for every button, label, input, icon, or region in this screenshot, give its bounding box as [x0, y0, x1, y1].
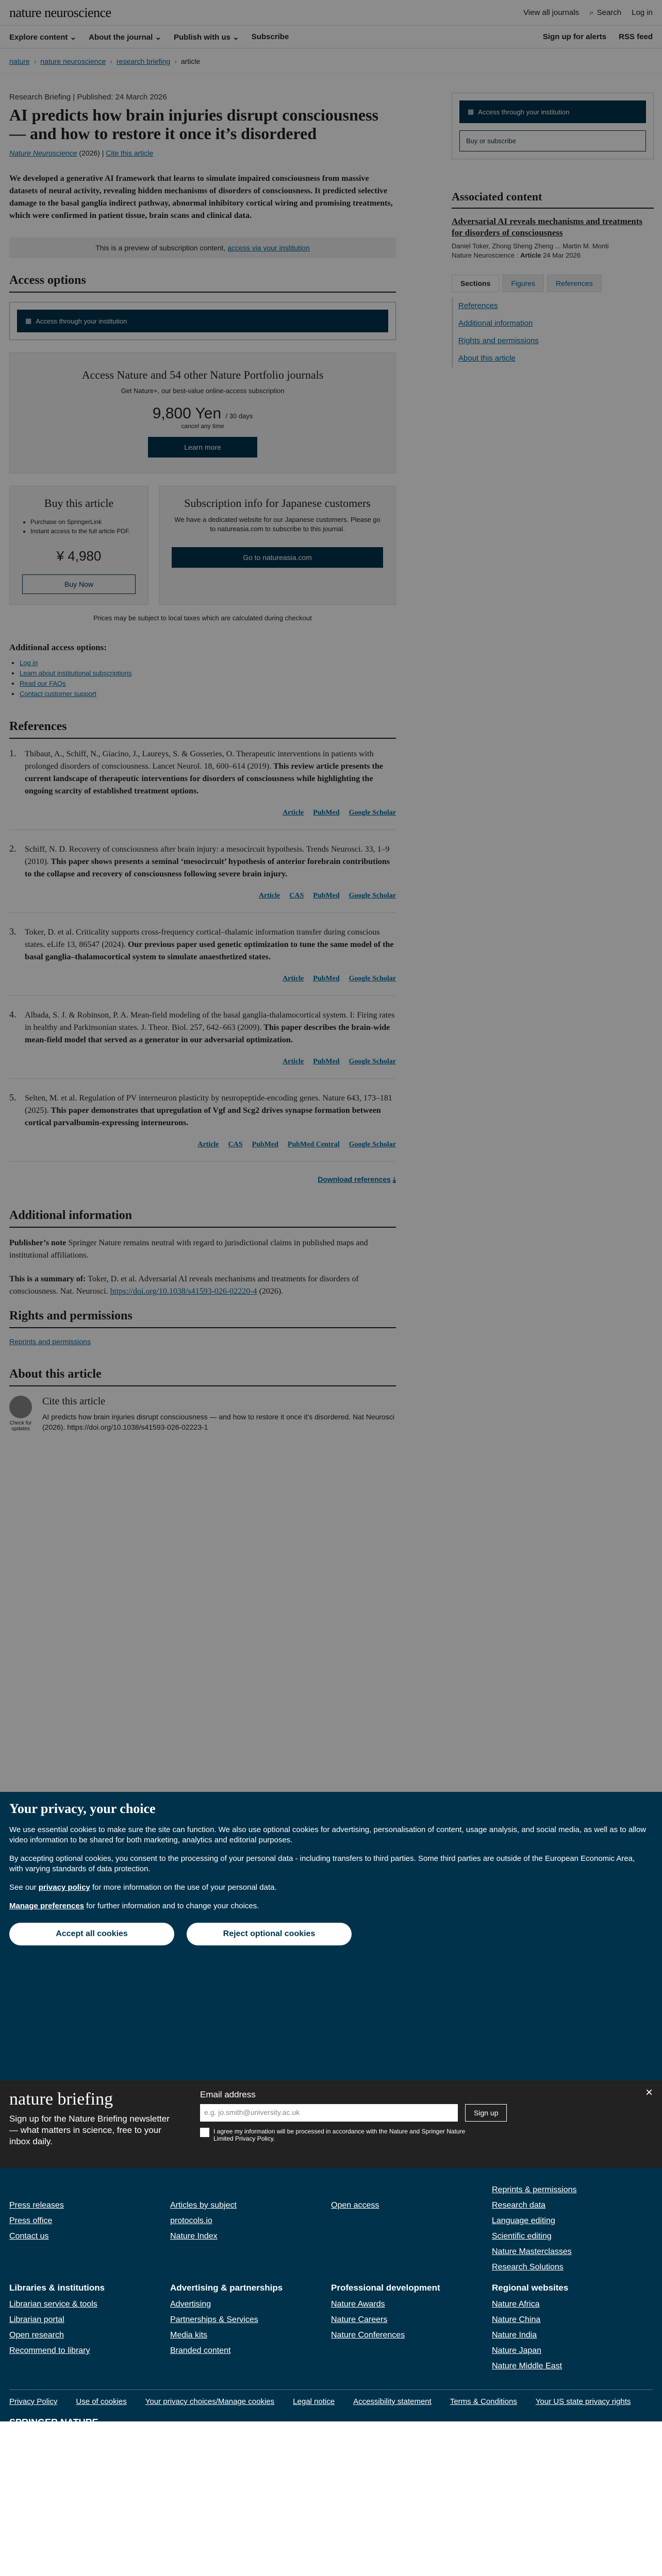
- reference-citation: Schiff, N. D. Recovery of consciousness after brain injury: a mesocircuit hypothesis. Trends Neurosci. 33, 1–9 (2010).: [25, 845, 390, 866]
- search-label: Search: [597, 8, 622, 17]
- reference-link[interactable]: Google Scholar: [349, 975, 396, 982]
- reference-link[interactable]: PubMed: [313, 975, 340, 982]
- references-heading: References: [9, 720, 396, 739]
- table-of-contents: [452, 297, 654, 367]
- download-references-link[interactable]: Download references: [318, 1175, 391, 1183]
- institution-icon: ▦: [468, 108, 474, 115]
- footer-link[interactable]: Recommend to library: [9, 2346, 90, 2355]
- chevron-right-icon: ›: [34, 57, 37, 65]
- divider: [9, 829, 396, 830]
- signup-button[interactable]: Sign up: [465, 2104, 507, 2122]
- tax-note: Prices may be subject to local taxes which are calculated during checkout: [93, 614, 312, 622]
- footer-legal-link[interactable]: Your US state privacy rights: [535, 2397, 631, 2406]
- footer-link[interactable]: Press office: [9, 2216, 53, 2225]
- reject-cookies-button[interactable]: Reject optional cookies: [187, 1923, 352, 1945]
- newsletter-banner: [0, 2080, 662, 2168]
- footer-link[interactable]: Open access: [331, 2201, 379, 2210]
- associated-date: 24 Mar 2026: [543, 251, 581, 259]
- tab-sections[interactable]: Sections: [452, 275, 499, 292]
- site-footer: [0, 2168, 662, 2436]
- japan-text: We have a dedicated website for our Japanese customers. Please go to natureasia.com to subscribe to this journal.: [174, 516, 380, 533]
- reference-link[interactable]: PubMed: [313, 809, 340, 817]
- reference-citation: Thibaut, A., Schiff, N., Giacino, J., Laureys, S. & Gosseries, O. Therapeutic interventions in patients with prolonged disorders of consciousness. Lancet Neurol. 18, 600–614 (2019).: [25, 750, 374, 771]
- footer-legal: [9, 2389, 653, 2406]
- toc-item[interactable]: Additional information: [458, 319, 533, 328]
- tab-references[interactable]: References: [547, 275, 602, 292]
- reference-link[interactable]: PubMed: [313, 892, 340, 900]
- associated-article-link[interactable]: Adversarial AI reveals mechanisms and treatments for disorders of consciousness: [452, 216, 643, 238]
- cookie-text: Manage preferences for further information and to change your choices.: [9, 1902, 259, 1910]
- footer-legal-link[interactable]: Privacy Policy: [9, 2397, 58, 2406]
- reference-link[interactable]: CAS: [228, 1141, 243, 1148]
- reference-item: [9, 926, 396, 996]
- explore-menu[interactable]: [9, 32, 76, 42]
- explore-label: Explore content: [9, 32, 68, 42]
- toc-item[interactable]: References: [458, 301, 498, 310]
- additional-access-heading: Additional access options:: [9, 642, 107, 652]
- footer-heading: Advertising & partnerships: [170, 2283, 283, 2293]
- tab-figures[interactable]: Figures: [502, 275, 544, 292]
- about-label: About the journal: [89, 32, 153, 42]
- reference-number: 4.: [9, 1009, 16, 1020]
- chevron-right-icon: ›: [110, 57, 112, 65]
- reference-link[interactable]: PubMed: [313, 1058, 340, 1065]
- preview-notice: [9, 238, 396, 258]
- footer-link[interactable]: Research Solutions: [492, 2263, 564, 2272]
- buy-or-subscribe-button[interactable]: Buy or subscribe: [459, 130, 646, 151]
- cite-text: AI predicts how brain injuries disrupt consciousness — and how to restore it once it’s disordered. Nat Neurosci (2026). https://doi.org/10.1038/s41593-026-02223-1: [42, 1413, 394, 1431]
- briefing-text: Sign up for the Nature Briefing newsletter — what matters in science, free to your inbox daily.: [9, 2114, 170, 2146]
- footer-link[interactable]: Nature Index: [170, 2232, 218, 2241]
- learn-more-button[interactable]: Learn more: [148, 437, 257, 457]
- main-nav: [0, 26, 662, 48]
- cookie-heading: Your privacy, your choice: [9, 1801, 156, 1816]
- summary-of: This is a summary of: Toker, D. et al. Adversarial AI reveals mechanisms and treatments for disorders of consciousness. Nat. Neurosci. https://doi.org/10.1038/s41593-026-02220-4 (2026).: [9, 1275, 359, 1296]
- reference-note: This review article presents the current landscape of therapeutic interventions for disorders of consciousness while highlighting the ongoing scarcity of established treatment options.: [25, 762, 383, 795]
- footer-link[interactable]: Nature Africa: [492, 2300, 540, 2309]
- email-field[interactable]: e.g. jo.smith@university.ac.uk: [200, 2104, 458, 2122]
- reference-item: [9, 1092, 396, 1162]
- reference-number: 2.: [9, 843, 16, 854]
- footer-legal-link[interactable]: Terms & Conditions: [450, 2397, 517, 2406]
- briefing-logo: nature briefing: [9, 2090, 113, 2109]
- associated-journal: Nature Neuroscience: [452, 251, 515, 259]
- associated-content-heading: Associated content: [452, 190, 654, 209]
- reference-citation: Albada, S. J. & Robinson, P. A. Mean-field modeling of the basal ganglia-thalamocortical system. I: Firing rates in healthy and Parkinsonian states. J. Theor. Biol. 257, 642–663 (2009).: [25, 1011, 395, 1032]
- reference-item: [9, 748, 396, 830]
- faqs-link[interactable]: Read our FAQs: [20, 680, 66, 687]
- reference-link[interactable]: CAS: [289, 892, 304, 900]
- footer-link[interactable]: Librarian service & tools: [9, 2300, 97, 2309]
- publish-label: Publish with us: [174, 32, 231, 42]
- subscription-box: [9, 352, 396, 473]
- footer-link[interactable]: Research data: [492, 2201, 546, 2210]
- japan-title: Subscription info for Japanese customers: [184, 497, 371, 510]
- section-tabs: [452, 275, 654, 292]
- footer-link[interactable]: Partnerships & Services: [170, 2315, 258, 2324]
- footer-link[interactable]: Contact us: [9, 2232, 49, 2241]
- journal-link[interactable]: Nature Neuroscience: [9, 149, 77, 157]
- breadcrumb: [0, 48, 662, 74]
- sidebar-institution-button[interactable]: [459, 100, 646, 123]
- cancel-note: cancel any time: [181, 422, 224, 430]
- manage-preferences-link[interactable]: Manage preferences: [9, 1902, 85, 1910]
- buy-article-box: [9, 486, 148, 605]
- institution-icon: ▦: [25, 317, 32, 325]
- reference-link[interactable]: Google Scholar: [349, 892, 396, 900]
- rights-heading: Rights and permissions: [9, 1309, 396, 1328]
- article-price: ¥ 4,980: [56, 548, 102, 564]
- reference-note: This paper describes the brain-wide mean-field model that served as a generator in our adversarial optimization.: [25, 1023, 390, 1044]
- reference-links: [25, 1139, 396, 1151]
- email-label: Email address: [200, 2090, 256, 2099]
- price-period: / 30 days: [225, 412, 253, 420]
- footer-heading: Professional development: [331, 2283, 440, 2293]
- springer-nature-logo[interactable]: SPRINGER NATURE: [9, 2417, 98, 2428]
- footer-link[interactable]: Open research: [9, 2331, 64, 2340]
- page-title: AI predicts how brain injuries disrupt consciousness — and how to restore it once it’s disordered: [9, 106, 378, 143]
- consent-row: [200, 2128, 468, 2142]
- subscription-subtitle: Get Nature+, our best-value online-access subscription: [121, 387, 285, 395]
- footer-link[interactable]: Nature Careers: [331, 2315, 388, 2324]
- reference-note: This paper demonstrates that upregulation of Vgf and Scg2 drives synapse formation between cortical parvalbumin-expressing interneurons.: [25, 1106, 381, 1127]
- cookie-banner: [0, 1792, 662, 2080]
- rss-link[interactable]: RSS feed: [619, 32, 653, 41]
- search-icon: ⌕: [589, 8, 594, 17]
- top-bar: [0, 0, 662, 26]
- footer-link[interactable]: Language editing: [492, 2216, 555, 2225]
- reference-links: [25, 1056, 396, 1068]
- citation-line: Nature Neuroscience (2026) | Cite this article: [9, 149, 154, 157]
- subscription-title: Access Nature and 54 other Nature Portfolio journals: [81, 368, 324, 381]
- footer-link[interactable]: Press releases: [9, 2201, 64, 2210]
- natureasia-button[interactable]: Go to natureasia.com: [172, 547, 383, 568]
- reference-link[interactable]: Article: [259, 892, 280, 900]
- cite-article-link[interactable]: Cite this article: [106, 149, 154, 157]
- reference-item: [9, 843, 396, 913]
- footer-link[interactable]: Librarian portal: [9, 2315, 64, 2324]
- consent-text: I agree my information will be processed in accordance with the Nature and Springer Nature Limited Privacy Policy.: [213, 2128, 466, 2142]
- breadcrumb-item[interactable]: research briefing: [116, 57, 171, 65]
- reference-link[interactable]: Article: [283, 809, 304, 817]
- journal-logo[interactable]: nature neuroscience: [9, 5, 111, 20]
- reference-link[interactable]: Google Scholar: [349, 809, 396, 817]
- footer-legal-link[interactable]: Use of cookies: [76, 2397, 127, 2406]
- chevron-right-icon: ›: [174, 57, 177, 65]
- subscribe-link[interactable]: Subscribe: [251, 32, 289, 41]
- reference-links: [25, 807, 396, 819]
- login-link[interactable]: Log in: [20, 659, 38, 667]
- reference-link[interactable]: Article: [283, 975, 304, 982]
- download-icon: ⤓: [392, 1175, 396, 1183]
- footer-legal-link[interactable]: Your privacy choices/Manage cookies: [145, 2397, 275, 2406]
- article-type: Research Briefing | Published: 24 March 2026: [9, 93, 167, 101]
- sidebar-access-box: [452, 93, 654, 159]
- footer-link[interactable]: Scientific editing: [492, 2232, 552, 2241]
- breadcrumb-item[interactable]: nature: [9, 57, 30, 65]
- cookie-text: By accepting optional cookies, you consent to the processing of your personal data - including transfers to third parties. Some third parties are outside of the European Economic Area, with varying standards of data protection.: [9, 1854, 635, 1873]
- subscription-price: 9,800 Yen / 30 days: [152, 405, 253, 422]
- cookie-text: We use essential cookies to make sure the site can function. We also use optional cookies for advertising, personalisation of content, usage analysis, and social media, as well as to allow video information to be shared for both marketing, analytics and editorial purposes.: [9, 1825, 647, 1844]
- footer-heading: Libraries & institutions: [9, 2283, 105, 2293]
- article-year: (2026): [79, 149, 100, 157]
- footer-link[interactable]: Articles by subject: [170, 2201, 237, 2210]
- footer-link[interactable]: Branded content: [170, 2346, 231, 2355]
- doi-link[interactable]: https://doi.org/10.1038/s41593-026-02220-4: [110, 1287, 257, 1296]
- about-menu[interactable]: [89, 32, 161, 42]
- footer-link[interactable]: Media kits: [170, 2331, 208, 2340]
- reference-link[interactable]: PubMed: [252, 1141, 278, 1148]
- article-main: [9, 93, 396, 1432]
- cookie-text: See our privacy policy for more information on the use of your personal data.: [9, 1883, 277, 1892]
- breadcrumb-current: article: [180, 57, 201, 65]
- footer-legal-link[interactable]: Accessibility statement: [353, 2397, 432, 2406]
- divider: [9, 995, 396, 996]
- footer-link[interactable]: Nature Masterclasses: [492, 2247, 572, 2256]
- footer-legal-link[interactable]: Legal notice: [293, 2397, 335, 2406]
- reference-number: 5.: [9, 1092, 16, 1103]
- institution-access-label: Access through your institution: [36, 317, 127, 325]
- additional-info-heading: Additional information: [9, 1209, 396, 1228]
- divider: [9, 1078, 396, 1079]
- reference-item: [9, 1009, 396, 1079]
- reference-number: 3.: [9, 926, 16, 937]
- footer-link[interactable]: Nature India: [492, 2331, 537, 2340]
- alerts-link[interactable]: Sign up for alerts: [542, 32, 607, 41]
- preview-text: This is a preview of subscription content,: [95, 244, 226, 252]
- reference-citation: Toker, D. et al. Criticality supports cross-frequency cortical–thalamic information transfer during conscious states. eLife 13, 86547 (2024).: [25, 928, 380, 949]
- reference-list: [9, 748, 396, 1162]
- breadcrumb-item[interactable]: nature neuroscience: [40, 57, 106, 65]
- divider: [9, 1161, 396, 1162]
- chevron-down-icon: ⌄: [70, 32, 77, 42]
- buy-now-button[interactable]: Buy Now: [22, 574, 136, 594]
- publisher-note: Publisher’s note Springer Nature remains neutral with regard to jurisdictional claims in published maps and institutional affiliations.: [9, 1239, 368, 1260]
- chevron-down-icon: ⌄: [233, 32, 239, 42]
- accept-cookies-button[interactable]: Accept all cookies: [9, 1923, 174, 1945]
- reference-number: 1.: [9, 748, 16, 758]
- reference-note: This paper shows presents a seminal ‘mesocircuit’ hypothesis of anterior forebrain contributions to the collapse and recovery of consciousness following severe brain injury.: [25, 857, 390, 878]
- reference-note: Our previous paper used genetic optimization to tune the same model of the basal ganglia–thalamocortical system to simulate anaesthetized states.: [25, 940, 394, 961]
- reprints-link[interactable]: Reprints and permissions: [9, 1337, 91, 1346]
- privacy-policy-link[interactable]: privacy policy: [38, 1883, 90, 1892]
- footer-link[interactable]: Reprints & permissions: [492, 2185, 577, 2194]
- institutional-subscriptions-link[interactable]: Learn about institutional subscriptions: [20, 669, 132, 677]
- footer-link[interactable]: Nature Awards: [331, 2300, 385, 2309]
- reference-link[interactable]: Google Scholar: [349, 1058, 396, 1065]
- chevron-down-icon: ⌄: [155, 32, 162, 42]
- divider: [9, 912, 396, 913]
- buy-feature: • Purchase on SpringerLink: [30, 517, 136, 527]
- login-link[interactable]: Log in: [632, 8, 653, 17]
- footer-link[interactable]: protocols.io: [170, 2216, 212, 2225]
- reference-links: [25, 973, 396, 985]
- footer-link[interactable]: Advertising: [170, 2300, 211, 2309]
- reference-link[interactable]: PubMed Central: [287, 1141, 340, 1148]
- publish-menu[interactable]: [174, 32, 239, 42]
- customer-support-link[interactable]: Contact customer support: [20, 690, 96, 698]
- close-icon[interactable]: ×: [645, 2086, 653, 2099]
- consent-checkbox[interactable]: [200, 2128, 209, 2137]
- institution-access-box: [9, 302, 396, 340]
- cite-heading: Cite this article: [42, 1396, 106, 1407]
- toc-item[interactable]: Rights and permissions: [458, 336, 539, 345]
- toc-item[interactable]: About this article: [458, 354, 516, 363]
- reference-citation: Selten, M. et al. Regulation of PV interneuron plasticity by neuropeptide-encoding genes. Nature 643, 173–181 (2025).: [25, 1094, 392, 1115]
- institution-access-button[interactable]: [17, 310, 388, 332]
- associated-type: Article: [520, 251, 541, 259]
- page-blank-area: [0, 2421, 662, 2576]
- reference-link[interactable]: Article: [283, 1058, 304, 1065]
- buy-article-title: Buy this article: [44, 497, 114, 510]
- sidebar: [452, 93, 654, 367]
- abstract: We developed a generative AI framework that learns to simulate impaired consciousness from massive datasets of neural activity, revealing hidden mechanisms of disorders of consciousness. It predicted selective damage to the basal ganglia indirect pathway, abnormal inhibitory cortical wiring and promising treatments, which were confirmed in patient tissue, brain scans and clinical data.: [9, 174, 393, 220]
- check-updates-icon: [9, 1396, 32, 1418]
- copyright: © 2026 Springer Nature Limited: [9, 2428, 111, 2436]
- check-updates-badge[interactable]: Check for updates: [9, 1396, 32, 1432]
- footer-link[interactable]: Nature Japan: [492, 2346, 542, 2355]
- institution-access-link[interactable]: access via your institution: [227, 244, 310, 252]
- footer-heading: Regional websites: [492, 2283, 569, 2293]
- buy-feature: • Instant access to the full article PDF.: [30, 527, 136, 536]
- reference-link[interactable]: Google Scholar: [349, 1141, 396, 1148]
- footer-link[interactable]: Nature China: [492, 2315, 541, 2324]
- view-all-journals-link[interactable]: View all journals: [523, 8, 580, 17]
- about-article: [9, 1396, 396, 1432]
- footer-link[interactable]: Nature Conferences: [331, 2331, 405, 2340]
- sidebar-institution-label: Access through your institution: [478, 108, 570, 116]
- associated-article-meta: Daniel Toker, Zhong Sheng Zheng ... Martin M. Monti Nature Neuroscience : Article 24 Mar 2026: [452, 242, 654, 260]
- about-heading: About this article: [9, 1367, 396, 1386]
- reference-links: [25, 890, 396, 902]
- japan-subscription-box: [159, 486, 396, 605]
- reference-link[interactable]: Article: [197, 1141, 219, 1148]
- search-button[interactable]: [589, 8, 621, 17]
- footer-link[interactable]: Nature Middle East: [492, 2362, 562, 2370]
- access-options-heading: Access options: [9, 274, 396, 293]
- associated-authors: Daniel Toker, Zhong Sheng Zheng ... Martin M. Monti: [452, 242, 609, 250]
